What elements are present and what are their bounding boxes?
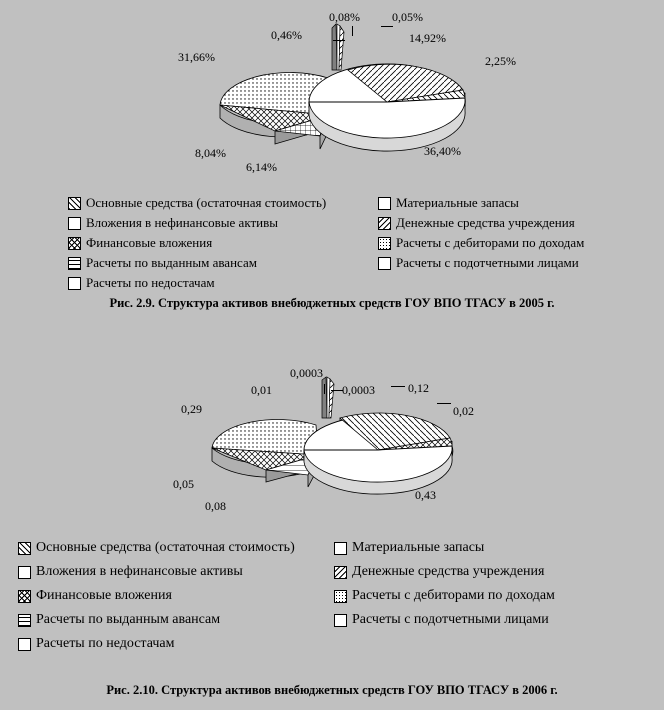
legend-item-materialnye-zapasy bbox=[378, 193, 519, 213]
legend-label: Вложения в нефинансовые активы bbox=[86, 215, 278, 230]
legend-label: Расчеты по выданным авансам bbox=[86, 255, 257, 270]
legend-label: Денежные средства учреждения bbox=[352, 564, 545, 579]
legend-item-raschety-avansy bbox=[68, 253, 378, 273]
legend-swatch-icon bbox=[18, 590, 31, 603]
legend-label: Основные средства (остаточная стоимость) bbox=[36, 540, 295, 555]
legend-swatch-icon bbox=[68, 237, 81, 250]
legend-row bbox=[0, 560, 664, 584]
pie-label: 0,05 bbox=[173, 477, 194, 491]
legend-swatch-icon bbox=[334, 614, 347, 627]
legend-label: Финансовые вложения bbox=[36, 588, 172, 603]
pie-label: 2,25% bbox=[485, 54, 516, 68]
pie-label: 0,43 bbox=[415, 488, 436, 502]
pie-label: 36,40% bbox=[424, 144, 461, 158]
legend-label: Материальные запасы bbox=[352, 540, 485, 555]
legend-swatch-icon bbox=[68, 217, 81, 230]
legend-label: Расчеты по недостачам bbox=[86, 275, 215, 290]
legend-row bbox=[0, 233, 664, 253]
leader-line bbox=[437, 403, 451, 404]
legend-label: Расчеты с подотчетными лицами bbox=[396, 255, 579, 270]
legend-swatch-icon bbox=[68, 277, 81, 290]
legend-swatch-icon bbox=[68, 257, 81, 270]
legend-label: Вложения в нефинансовые активы bbox=[36, 564, 243, 579]
legend-item-osnovnye-sredstva bbox=[68, 193, 378, 213]
legend-item-raschety-debitory bbox=[334, 584, 555, 608]
pie-label: 0,0003 bbox=[290, 366, 323, 380]
legend-swatch-icon bbox=[18, 542, 31, 555]
legend-item-osnovnye-sredstva bbox=[18, 536, 334, 560]
figure-caption-2005: Рис. 2.9. Структура активов внебюджетных средств ГОУ ВПО ТГАСУ в 2005 г. bbox=[109, 296, 555, 310]
leader-line bbox=[333, 40, 345, 41]
leader-line bbox=[391, 386, 405, 387]
legend-swatch-icon bbox=[378, 197, 391, 210]
legend-swatch-icon bbox=[378, 217, 391, 230]
figure-caption-2006: Рис. 2.10. Структура активов внебюджетных средств ГОУ ВПО ТГАСУ в 2006 г. bbox=[106, 683, 558, 697]
legend-item-raschety-nedostachi bbox=[18, 632, 334, 656]
pie-label: 14,92% bbox=[409, 31, 446, 45]
pie-label: 0,0003 bbox=[342, 383, 375, 397]
legend-item-denezhnye-sredstva bbox=[334, 560, 544, 584]
legend-swatch-icon bbox=[18, 638, 31, 651]
pie-label: 0,29 bbox=[181, 402, 202, 416]
legend-swatch-icon bbox=[18, 566, 31, 579]
legend-item-denezhnye-sredstva bbox=[378, 213, 575, 233]
pie-label: 0,01 bbox=[251, 383, 272, 397]
legend-item-raschety-avansy bbox=[18, 608, 334, 632]
legend-row bbox=[0, 536, 664, 560]
pie-label: 31,66% bbox=[178, 50, 215, 64]
leader-line bbox=[324, 384, 325, 394]
legend-2005 bbox=[0, 193, 664, 293]
legend-swatch-icon bbox=[18, 614, 31, 627]
pie-label: 0,08% bbox=[329, 10, 360, 24]
legend-swatch-icon bbox=[378, 257, 391, 270]
legend-label: Материальные запасы bbox=[396, 195, 519, 210]
legend-row bbox=[0, 608, 664, 632]
legend-swatch-icon bbox=[378, 237, 391, 250]
pie-chart-2006-area bbox=[0, 358, 664, 523]
legend-label: Финансовые вложения bbox=[86, 235, 213, 250]
legend-row bbox=[0, 213, 664, 233]
legend-label: Основные средства (остаточная стоимость) bbox=[86, 195, 327, 210]
pie-label: 0,05% bbox=[392, 10, 423, 24]
pie-label: 0,08 bbox=[205, 499, 226, 513]
legend-label: Расчеты по выданным авансам bbox=[36, 612, 221, 627]
legend-item-materialnye-zapasy bbox=[334, 536, 484, 560]
legend-swatch-icon bbox=[334, 566, 347, 579]
pie-chart-2005-area bbox=[0, 0, 664, 180]
pie-label: 0,12 bbox=[408, 381, 429, 395]
legend-item-finansovye-vlozheniya bbox=[18, 584, 334, 608]
legend-item-raschety-podotchet bbox=[334, 608, 549, 632]
pie-label: 0,02 bbox=[453, 404, 474, 418]
legend-row bbox=[0, 253, 664, 273]
chart-2006 bbox=[0, 358, 664, 710]
legend-row bbox=[0, 584, 664, 608]
pie-label: 8,04% bbox=[195, 146, 226, 160]
legend-row bbox=[0, 273, 664, 293]
legend-2006 bbox=[0, 536, 664, 656]
legend-swatch-icon bbox=[334, 590, 347, 603]
legend-label: Денежные средства учреждения bbox=[396, 215, 575, 230]
legend-row bbox=[0, 193, 664, 213]
legend-item-vlozheniya bbox=[18, 560, 334, 584]
leader-line bbox=[352, 26, 353, 36]
pie-label: 6,14% bbox=[246, 160, 277, 174]
legend-swatch-icon bbox=[334, 542, 347, 555]
legend-swatch-icon bbox=[68, 197, 81, 210]
legend-item-raschety-podotchet bbox=[378, 253, 579, 273]
legend-label: Расчеты с дебиторами по доходам bbox=[352, 588, 555, 603]
legend-item-raschety-debitory bbox=[378, 233, 584, 253]
legend-item-raschety-nedostachi bbox=[68, 273, 378, 293]
legend-label: Расчеты с дебиторами по доходам bbox=[396, 235, 585, 250]
leader-line bbox=[381, 26, 393, 27]
legend-item-finansovye-vlozheniya bbox=[68, 233, 378, 253]
pie-label: 0,46% bbox=[271, 28, 302, 42]
legend-label: Расчеты с подотчетными лицами bbox=[352, 612, 549, 627]
legend-label: Расчеты по недостачам bbox=[36, 636, 175, 651]
legend-item-vlozheniya bbox=[68, 213, 378, 233]
legend-row bbox=[0, 632, 664, 656]
chart-2005 bbox=[0, 0, 664, 340]
